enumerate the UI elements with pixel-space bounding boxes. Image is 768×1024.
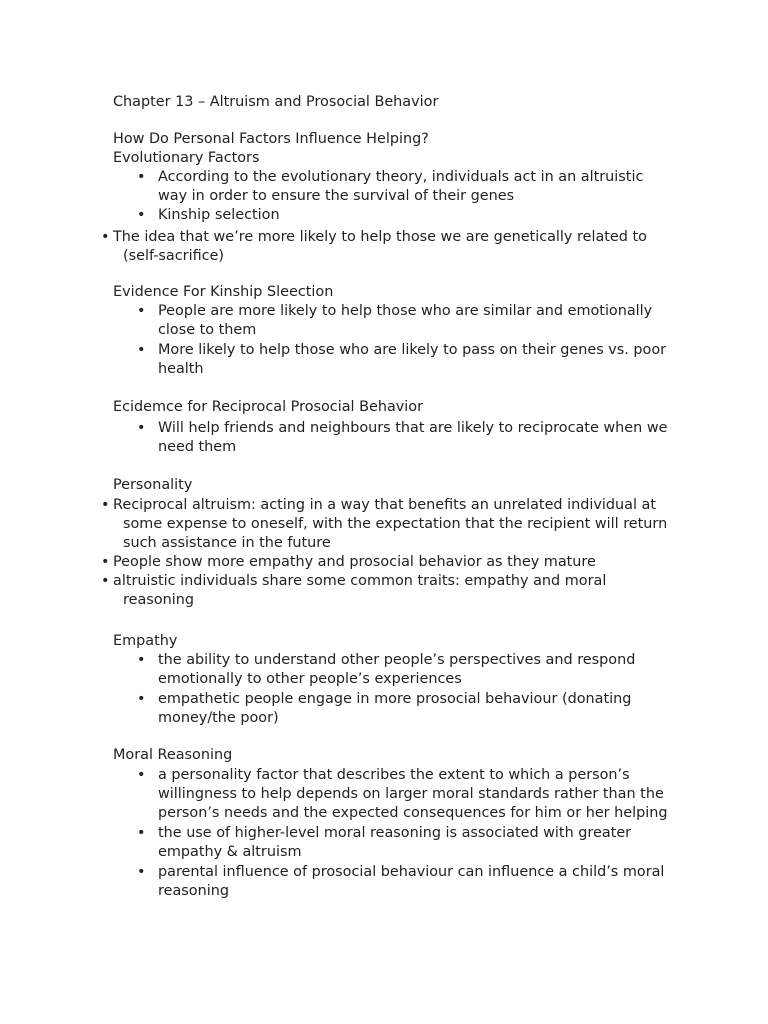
kinship-definition-list [113,228,673,266]
list-item: • People show more empathy and prosocial behavior as they mature [113,553,673,572]
heading-moral-reasoning: Moral Reasoning [113,747,233,763]
empathy-list [158,651,668,728]
list-item: • Will help friends and neighbours that are likely to reciprocate when we need them [158,419,668,457]
heading-evidence-kinship: Evidence For Kinship Sleection [113,284,334,300]
personality-list [113,496,673,610]
list-item: • Kinship selection [158,206,668,225]
page-title: Chapter 13 – Altruism and Prosocial Behavior [113,94,439,110]
heading-evolutionary-factors: Evolutionary Factors [113,150,260,166]
list-item: • empathetic people engage in more prosocial behaviour (donating money/the poor) [158,690,668,728]
heading-personal-factors: How Do Personal Factors Influence Helping? [113,131,429,147]
list-item: • the ability to understand other people’s perspectives and respond emotionally to other people’s experiences [158,651,668,689]
list-item: • According to the evolutionary theory, individuals act in an altruistic way in order to ensure the survival of their genes [158,168,668,206]
list-item: • the use of higher-level moral reasoning is associated with greater empathy & altruism [158,824,668,862]
list-item: • a personality factor that describes the extent to which a person’s willingness to help depends on larger moral standards rather than the person’s needs and the expected consequences for him or her helping [158,766,668,823]
list-item: • The idea that we’re more likely to help those we are genetically related to (self-sacrifice) [113,228,673,266]
list-item: • More likely to help those who are likely to pass on their genes vs. poor health [158,341,668,379]
kinship-evidence-list [158,302,668,379]
heading-empathy: Empathy [113,633,178,649]
list-item: • Reciprocal altruism: acting in a way that benefits an unrelated individual at some expense to oneself, with the expectation that the recipient will return such assistance in the future [113,496,673,553]
evolutionary-factors-list [158,168,668,225]
heading-reciprocal-evidence: Ecidemce for Reciprocal Prosocial Behavior [113,399,424,415]
list-item: • People are more likely to help those who are similar and emotionally close to them [158,302,668,340]
list-item: • altruistic individuals share some common traits: empathy and moral reasoning [113,572,673,610]
reciprocal-evidence-list [158,419,668,457]
moral-reasoning-list [158,766,668,901]
list-item: • parental influence of prosocial behaviour can influence a child’s moral reasoning [158,863,668,901]
heading-personality: Personality [113,477,193,493]
